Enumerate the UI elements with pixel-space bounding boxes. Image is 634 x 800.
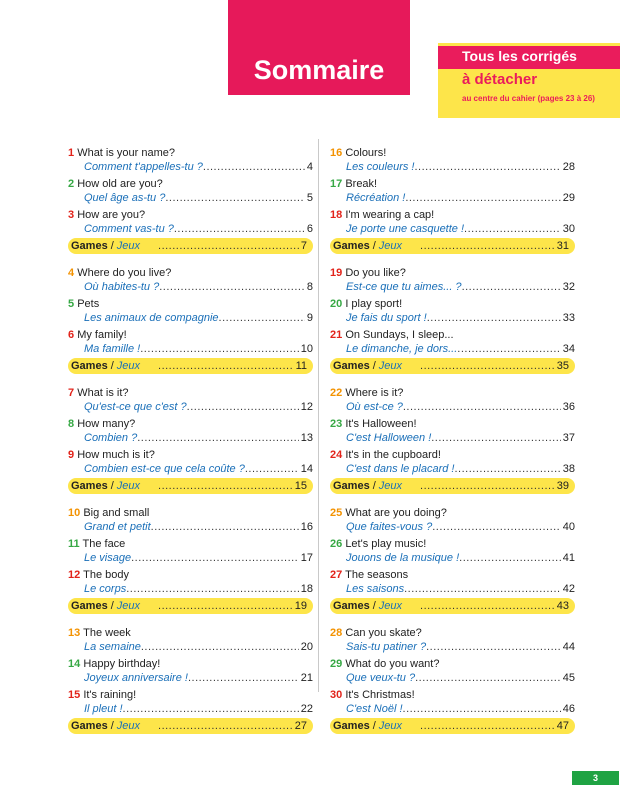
page-ref: 42 (562, 583, 575, 595)
games-label: Games (333, 600, 370, 612)
unit-title-english: Do you like? (345, 267, 406, 279)
page-ref: 31 (556, 240, 569, 252)
unit-title-french: Les saisons (346, 583, 405, 595)
unit-title-french: Les animaux de compagnie (84, 312, 219, 324)
toc-entry[interactable] (330, 650, 575, 684)
page-number-badge (572, 771, 619, 785)
toc-entry[interactable] (68, 681, 313, 715)
entry-subtitle-line (84, 223, 313, 236)
dot-leader (158, 358, 294, 374)
page-ref: 10 (300, 343, 313, 355)
entry-title-line (330, 387, 403, 400)
page-ref: 32 (562, 281, 575, 293)
unit-number: 30 (330, 689, 343, 701)
unit-title-french: Est-ce que tu aimes... ? (346, 281, 462, 293)
unit-title-english: It's Christmas! (345, 689, 415, 701)
games-row[interactable] (68, 598, 313, 614)
unit-number: 14 (68, 658, 81, 670)
unit-number: 13 (68, 627, 81, 639)
page-ref: 19 (294, 600, 307, 612)
games-label: Games (71, 240, 108, 252)
page-ref: 47 (556, 720, 569, 732)
toc-entry[interactable] (330, 201, 575, 235)
page-ref: 46 (562, 703, 575, 715)
page-ref: 38 (562, 463, 575, 475)
entry-title-line (68, 538, 125, 551)
entry-title-line (68, 147, 175, 160)
corriges-note: au centre du cahier (pages 23 à 26) (462, 94, 595, 103)
unit-title-english: Where do you live? (77, 267, 172, 279)
page-ref: 44 (562, 641, 575, 653)
unit-title-french: Où habites-tu ? (84, 281, 160, 293)
corriges-box (438, 43, 620, 118)
unit-title-french: Les couleurs ! (346, 161, 415, 173)
games-row[interactable] (330, 718, 575, 734)
column-divider (318, 139, 319, 692)
games-label: Games (71, 720, 108, 732)
page-ref: 30 (562, 223, 575, 235)
entry-title-line (68, 569, 129, 582)
toc-entry[interactable] (330, 379, 575, 413)
unit-number: 2 (68, 178, 75, 190)
dot-leader (158, 718, 293, 734)
games-separator: / (372, 720, 376, 732)
page-ref: 29 (562, 192, 575, 204)
dot-leader (158, 598, 293, 614)
toc-entry[interactable] (330, 499, 575, 533)
toc-entry[interactable] (68, 259, 313, 293)
page-ref: 41 (562, 552, 575, 564)
entry-title-line (68, 418, 135, 431)
games-label: Games (333, 720, 370, 732)
games-label: Games (71, 480, 108, 492)
unit-title-french: C'est Noël ! (346, 703, 403, 715)
unit-title-english: I'm wearing a cap! (345, 209, 435, 221)
unit-title-english: Colours! (345, 147, 387, 159)
toc-entry[interactable] (330, 410, 575, 444)
unit-title-french: Que veux-tu ? (346, 672, 416, 684)
entry-subtitle-line (346, 223, 575, 236)
corriges-heading: Tous les corrigés (462, 48, 577, 64)
toc-entry[interactable] (330, 619, 575, 653)
games-separator: / (110, 360, 114, 372)
games-row[interactable] (330, 238, 575, 254)
unit-title-english: How many? (77, 418, 136, 430)
games-label-french: Jeux (378, 480, 403, 492)
toc-entry[interactable] (68, 619, 313, 653)
unit-number: 22 (330, 387, 343, 399)
toc-entry[interactable] (330, 259, 575, 293)
unit-number: 3 (68, 209, 75, 221)
page-ref: 5 (306, 192, 313, 204)
unit-number: 21 (330, 329, 343, 341)
page-ref: 17 (300, 552, 313, 564)
entry-title-line (330, 178, 377, 191)
page-ref: 28 (562, 161, 575, 173)
page-ref: 6 (306, 223, 313, 235)
unit-number: 11 (68, 538, 80, 550)
unit-title-french: Joyeux anniversaire ! (84, 672, 188, 684)
unit-title-english: The face (82, 538, 126, 550)
unit-number: 10 (68, 507, 81, 519)
page-ref: 18 (300, 583, 313, 595)
toc-entry[interactable] (68, 410, 313, 444)
dot-leader (420, 718, 555, 734)
unit-title-english: Can you skate? (345, 627, 422, 639)
games-label-french: Jeux (378, 240, 403, 252)
entry-title-line (68, 267, 171, 280)
page-ref: 36 (562, 401, 575, 413)
unit-number: 23 (330, 418, 343, 430)
unit-title-french: Quel âge as-tu ? (84, 192, 166, 204)
unit-title-english: How old are you? (77, 178, 163, 190)
page-ref: 40 (562, 521, 575, 533)
unit-title-english: What is it? (77, 387, 129, 399)
dot-leader (420, 238, 555, 254)
entry-subtitle-line (346, 703, 575, 716)
games-row[interactable] (330, 358, 575, 374)
games-row[interactable] (68, 358, 313, 374)
entry-subtitle-line (84, 343, 313, 356)
games-label-french: Jeux (378, 360, 403, 372)
unit-title-french: Comment t'appelles-tu ? (84, 161, 203, 173)
unit-title-french: La semaine (84, 641, 141, 653)
unit-title-french: Je fais du sport ! (346, 312, 427, 324)
unit-title-french: Où est-ce ? (346, 401, 403, 413)
unit-number: 27 (330, 569, 343, 581)
games-label: Games (333, 360, 370, 372)
toc-entry[interactable] (68, 290, 313, 324)
dot-leader (140, 343, 299, 356)
games-row[interactable] (68, 238, 313, 254)
unit-number: 25 (330, 507, 343, 519)
games-row[interactable] (330, 598, 575, 614)
unit-number: 9 (68, 449, 75, 461)
page-ref: 27 (294, 720, 307, 732)
toc-entry[interactable] (330, 681, 575, 715)
entry-title-line (330, 147, 386, 160)
entry-title-line (330, 507, 447, 520)
entry-title-line (68, 627, 131, 640)
unit-title-english: What are you doing? (345, 507, 447, 519)
corriges-subheading: à détacher (462, 71, 538, 88)
unit-title-english: Break! (345, 178, 378, 190)
entry-title-line (330, 418, 417, 431)
unit-title-french: Combien ? (84, 432, 138, 444)
page-ref: 20 (300, 641, 313, 653)
toc-left-column (68, 139, 313, 739)
toc-entry[interactable] (68, 499, 313, 533)
dot-leader (420, 478, 555, 494)
games-separator: / (110, 720, 114, 732)
entry-subtitle-line (84, 463, 313, 476)
unit-number: 26 (330, 538, 343, 550)
unit-title-english: Where is it? (345, 387, 404, 399)
games-row[interactable] (68, 478, 313, 494)
entry-title-line (68, 689, 136, 702)
page-ref: 7 (300, 240, 307, 252)
unit-title-english: What is your name? (77, 147, 176, 159)
unit-title-english: What do you want? (345, 658, 440, 670)
games-label-french: Jeux (378, 720, 403, 732)
entry-title-line (68, 507, 149, 520)
unit-number: 24 (330, 449, 343, 461)
entry-subtitle-line (346, 343, 575, 356)
page-ref: 43 (556, 600, 569, 612)
dot-leader (457, 343, 560, 356)
unit-title-french: C'est Halloween ! (346, 432, 432, 444)
unit-title-english: It's Halloween! (345, 418, 417, 430)
unit-title-english: How much is it? (77, 449, 155, 461)
page-ref: 21 (300, 672, 313, 684)
page-ref: 39 (556, 480, 569, 492)
unit-title-french: Jouons de la musique ! (346, 552, 460, 564)
toc-entry[interactable] (68, 561, 313, 595)
page-ref: 13 (300, 432, 313, 444)
games-separator: / (372, 360, 376, 372)
dot-leader (464, 223, 561, 236)
page-ref: 11 (295, 360, 307, 372)
page-ref: 34 (562, 343, 575, 355)
dot-leader (420, 598, 555, 614)
entry-title-line (330, 538, 426, 551)
unit-title-english: Happy birthday! (83, 658, 161, 670)
entry-title-line (330, 569, 408, 582)
page-ref: 8 (306, 281, 313, 293)
unit-title-french: Je porte une casquette ! (346, 223, 465, 235)
toc-entry[interactable] (330, 170, 575, 204)
page-ref: 15 (294, 480, 307, 492)
unit-title-english: The body (83, 569, 129, 581)
unit-title-french: Récréation ! (346, 192, 406, 204)
unit-number: 17 (330, 178, 343, 190)
games-separator: / (110, 240, 114, 252)
page-ref: 45 (562, 672, 575, 684)
unit-title-english: Let's play music! (345, 538, 427, 550)
unit-number: 18 (330, 209, 343, 221)
entry-title-line (330, 627, 422, 640)
unit-title-french: Sais-tu patiner ? (346, 641, 427, 653)
unit-title-french: Le corps (84, 583, 127, 595)
page-ref: 33 (562, 312, 575, 324)
page-ref: 9 (306, 312, 313, 324)
toc-entry[interactable] (68, 530, 313, 564)
toc-right-column (330, 139, 575, 739)
unit-title-french: Que faites-vous ? (346, 521, 433, 533)
page-ref: 14 (300, 463, 313, 475)
unit-number: 5 (68, 298, 75, 310)
entry-title-line (68, 387, 129, 400)
toc-entry[interactable] (68, 379, 313, 413)
entry-title-line (330, 689, 415, 702)
unit-title-french: Le dimanche, je dors... (346, 343, 458, 355)
toc-entry[interactable] (68, 441, 313, 475)
dot-leader (420, 358, 555, 374)
unit-number: 12 (68, 569, 81, 581)
unit-number: 29 (330, 658, 343, 670)
title-banner (228, 0, 410, 95)
entry-subtitle-line (346, 463, 575, 476)
games-label: Games (71, 360, 108, 372)
unit-number: 7 (68, 387, 75, 399)
games-label-french: Jeux (116, 360, 141, 372)
unit-title-english: How are you? (77, 209, 146, 221)
entry-title-line (330, 449, 441, 462)
unit-title-english: The week (83, 627, 131, 639)
unit-title-french: Grand et petit (84, 521, 151, 533)
games-separator: / (372, 480, 376, 492)
page-ref: 37 (562, 432, 575, 444)
games-label-french: Jeux (378, 600, 403, 612)
games-separator: / (372, 240, 376, 252)
page-ref: 4 (306, 161, 313, 173)
page-ref: 22 (300, 703, 313, 715)
unit-number: 15 (68, 689, 81, 701)
entry-title-line (330, 298, 402, 311)
entry-subtitle-line (84, 583, 313, 596)
games-label-french: Jeux (116, 240, 141, 252)
toc-entry[interactable] (330, 561, 575, 595)
unit-number: 16 (330, 147, 343, 159)
page-ref: 16 (300, 521, 313, 533)
page-title: Sommaire (253, 55, 385, 85)
toc-entry[interactable] (330, 321, 575, 355)
games-label-french: Jeux (116, 600, 141, 612)
entry-title-line (68, 329, 127, 342)
dot-leader (158, 478, 293, 494)
dot-leader (158, 238, 299, 254)
unit-title-french: C'est dans le placard ! (346, 463, 455, 475)
games-label-french: Jeux (116, 480, 141, 492)
toc-entry[interactable] (330, 441, 575, 475)
dot-leader (403, 703, 561, 716)
unit-title-english: It's raining! (83, 689, 137, 701)
dot-leader (126, 583, 299, 596)
unit-title-english: Big and small (83, 507, 150, 519)
unit-title-french: Qu'est-ce que c'est ? (84, 401, 187, 413)
entry-title-line (330, 329, 454, 342)
dot-leader (455, 463, 561, 476)
toc-entry[interactable] (68, 170, 313, 204)
games-row[interactable] (68, 718, 313, 734)
unit-title-english: I play sport! (345, 298, 403, 310)
dot-leader (174, 223, 305, 236)
unit-number: 20 (330, 298, 343, 310)
entry-subtitle-line (346, 583, 575, 596)
toc-entry[interactable] (68, 650, 313, 684)
entry-title-line (68, 178, 163, 191)
toc-entry[interactable] (68, 139, 313, 173)
toc-entry[interactable] (330, 290, 575, 324)
games-label: Games (333, 480, 370, 492)
entry-title-line (68, 209, 145, 222)
unit-number: 28 (330, 627, 343, 639)
entry-subtitle-line (84, 703, 313, 716)
unit-title-english: Pets (77, 298, 100, 310)
games-separator: / (372, 600, 376, 612)
unit-title-english: It's in the cupboard! (345, 449, 441, 461)
dot-leader (245, 463, 299, 476)
games-label-french: Jeux (116, 720, 141, 732)
unit-title-french: Le visage (84, 552, 132, 564)
games-label: Games (71, 600, 108, 612)
unit-number: 6 (68, 329, 75, 341)
unit-number: 1 (68, 147, 75, 159)
games-separator: / (110, 600, 114, 612)
unit-title-french: Combien est-ce que cela coûte ? (84, 463, 245, 475)
page-ref: 12 (300, 401, 313, 413)
dot-leader (123, 703, 299, 716)
page-ref: 35 (556, 360, 569, 372)
dot-leader (404, 583, 561, 596)
entry-title-line (330, 267, 406, 280)
unit-title-english: My family! (77, 329, 127, 341)
toc-entry[interactable] (330, 139, 575, 173)
entry-title-line (330, 209, 434, 222)
unit-number: 4 (68, 267, 75, 279)
page-number: 3 (592, 773, 598, 783)
entry-title-line (330, 658, 439, 671)
games-separator: / (110, 480, 114, 492)
entry-title-line (68, 449, 155, 462)
unit-title-english: The seasons (345, 569, 409, 581)
entry-title-line (68, 658, 160, 671)
entry-title-line (68, 298, 99, 311)
toc-entry[interactable] (330, 530, 575, 564)
unit-number: 8 (68, 418, 75, 430)
unit-title-french: Il pleut ! (84, 703, 123, 715)
unit-title-french: Comment vas-tu ? (84, 223, 174, 235)
toc-entry[interactable] (68, 201, 313, 235)
unit-number: 19 (330, 267, 343, 279)
unit-title-french: Ma famille ! (84, 343, 141, 355)
games-label: Games (333, 240, 370, 252)
toc-entry[interactable] (68, 321, 313, 355)
games-row[interactable] (330, 478, 575, 494)
unit-title-english: On Sundays, I sleep... (345, 329, 454, 341)
